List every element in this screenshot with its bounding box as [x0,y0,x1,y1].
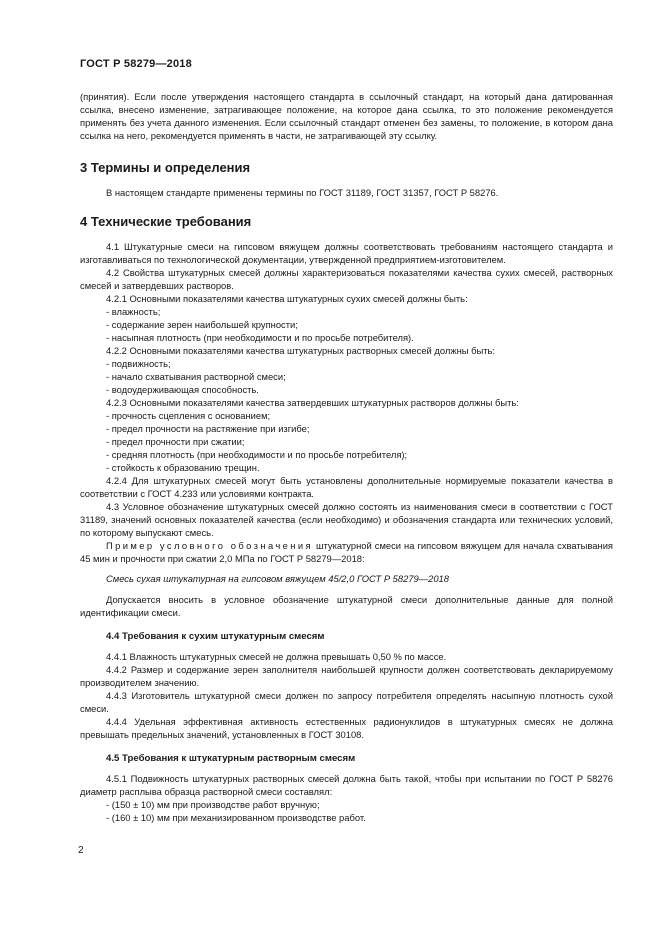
example-formula: Смесь сухая штукатурная на гипсовом вяжущем 45/2,0 ГОСТ Р 58279—2018 [106,573,449,584]
list-item: - подвижность; [106,358,171,369]
paragraph-allowed: Допускается вносить в условное обозначение штукатурной смеси дополнительные данные для полной идентификации смеси. [80,594,613,618]
list-item: - предел прочности при сжатии; [106,436,245,447]
document-code-header: ГОСТ Р 58279—2018 [80,58,192,70]
paragraph-4-2-3: 4.2.3 Основными показателями качества затвердевших штукатурных растворов должны быть: [106,397,519,408]
example-label: Пример условного обозначения [106,540,313,551]
page-content [80,90,613,824]
paragraph-4-4-4: 4.4.4 Удельная эффективная активность естественных радионуклидов в штукатурных смесях не должна превышать предельных значений, установленных в ГОСТ 30108. [80,716,613,740]
list-item: - прочность сцепления с основанием; [106,410,271,421]
paragraph-4-2: 4.2 Свойства штукатурных смесей должны характеризоваться показателями качества сухих смесей, растворных смесей и затвердевших растворов. [80,267,613,291]
list-item: - водоудерживающая способность. [106,384,259,395]
paragraph-4-2-1: 4.2.1 Основными показателями качества штукатурных сухих смесей должны быть: [106,293,468,304]
paragraph-4-4-2: 4.4.2 Размер и содержание зерен заполнителя наибольшей крупности должен соответствовать декларируемому производителем значению. [80,664,613,688]
paragraph-4-5-1: 4.5.1 Подвижность штукатурных растворных смесей должна быть такой, чтобы при испытании по ГОСТ Р 58276 диаметр расплыва образца растворной смеси составлял: [80,773,613,797]
paragraph-4-3: 4.3 Условное обозначение штукатурных смесей должно состоять из наименования смеси в соответствии с ГОСТ 31189, значений основных показателей качества (если необходимо) и обозначения стандарта или технических условий, по которому выпускают смесь. [80,501,613,538]
list-item: - насыпная плотность (при необходимости и по просьбе потребителя). [106,332,414,343]
intro-paragraph: (принятия). Если после утверждения настоящего стандарта в ссылочный стандарт, на который дана датированная ссылка, внесено изменение, затрагивающее положение, на которое дана ссылка, то это положение рекомендуется применять без учета данного изменения. Если ссылочный стандарт отменен без замены, то положение, в котором дана ссылка на него, рекомендуется применять в части, не затрагивающей эту ссылку. [80,91,613,141]
list-item: - начало схватывания растворной смеси; [106,371,286,382]
example-paragraph [80,539,613,565]
list-item: - стойкость к образованию трещин. [106,462,260,473]
section-4-5-title: 4.5 Требования к штукатурным растворным смесям [106,753,356,764]
list-item: - средняя плотность (при необходимости и по просьбе потребителя); [106,449,408,460]
section-4-4-title: 4.4 Требования к сухим штукатурным смесям [106,631,325,642]
list-item: - предел прочности на растяжение при изгибе; [106,423,310,434]
paragraph-4-2-4: 4.2.4 Для штукатурных смесей могут быть установлены дополнительные нормируемые показатели качества в соответствии с ГОСТ 4.233 или условиями контракта. [80,475,613,499]
paragraph-4-4-3: 4.4.3 Изготовитель штукатурной смеси должен по запросу потребителя определять насыпную плотность сухой смеси. [80,690,613,714]
paragraph-4-1: 4.1 Штукатурные смеси на гипсовом вяжущем должны соответствовать требованиям настоящего стандарта и изготавливаться по технологической документации, утвержденной предприятием-изготовителем. [80,241,613,265]
list-item: - (150 ± 10) мм при производстве работ вручную; [106,799,320,810]
paragraph-4-2-2: 4.2.2 Основными показателями качества штукатурных растворных смесей должны быть: [106,345,496,356]
page-number: 2 [78,845,84,856]
section-3-text: В настоящем стандарте применены термины по ГОСТ 31189, ГОСТ 31357, ГОСТ Р 58276. [106,187,499,198]
paragraph-4-4-1: 4.4.1 Влажность штукатурных смесей не должна превышать 0,50 % по массе. [106,651,447,662]
example-text: штукатурной смеси на гипсовом вяжущем для начала схватывания 45 мин и прочности при сжатии 2,0 МПа по ГОСТ Р 58279—2018: [80,540,614,564]
list-item: - влажность; [106,306,161,317]
list-item: - (160 ± 10) мм при механизированном производстве работ. [106,812,366,823]
section-3-title: 3 Термины и определения [80,160,251,175]
list-item: - содержание зерен наибольшей крупности; [106,319,298,330]
section-4-title: 4 Технические требования [80,214,252,229]
